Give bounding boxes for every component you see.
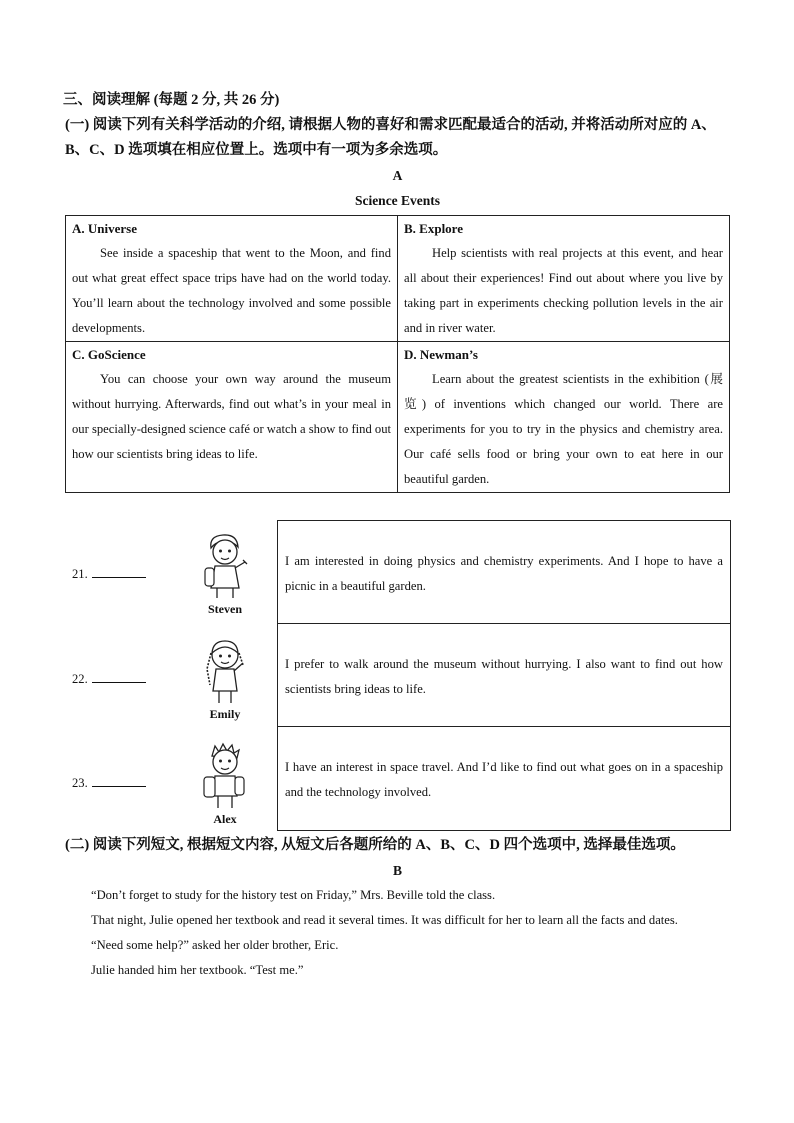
passage-b-label: B xyxy=(392,863,402,878)
event-description: Learn about the greatest scientists in the exhibition (展览) of inventions which changed our world. There are experiments for you to try in the physics and chemistry area. Our café sells food or bring your own to eat here in our beautiful garden. xyxy=(404,372,723,486)
part1-instructions: (一) 阅读下列有关科学活动的介绍, 请根据人物的喜好和需求匹配最适合的活动, 并将活动所对应的 A、B、C、D 选项填在相应位置上。选项中有一项为多余选项。 xyxy=(65,117,716,158)
question-number: 21. xyxy=(72,567,88,581)
avatar-name: Alex xyxy=(213,812,237,826)
passage-paragraph: Julie handed him her textbook. “Test me.” xyxy=(91,963,304,977)
event-cell xyxy=(398,216,730,342)
answer-blank[interactable] xyxy=(92,774,146,787)
part2-instructions: (二) 阅读下列短文, 根据短文内容, 从短文后各题所给的 A、B、C、D 四个选项中, 选择最佳选项。 xyxy=(65,837,685,853)
avatar-emily xyxy=(195,635,255,725)
event-description: See inside a spaceship that went to the Moon, and find out what great effect space trips have had on the world today. You’ll learn about the technology involved and some possible developments. xyxy=(72,246,391,335)
passage-a-label: A xyxy=(392,168,403,183)
question-23 xyxy=(72,774,146,791)
girl-cartoon-icon xyxy=(197,635,253,707)
event-heading: D. Newman’s xyxy=(404,347,478,362)
avatar-name: Emily xyxy=(209,707,241,721)
answer-blank[interactable] xyxy=(92,670,146,683)
avatar-name: Steven xyxy=(208,602,242,616)
passage-paragraph: “Need some help?” asked her older brother, Eric. xyxy=(91,938,339,952)
matching-section xyxy=(65,520,730,833)
boy-cartoon-icon xyxy=(197,530,253,602)
exam-page xyxy=(65,88,730,983)
event-cell xyxy=(398,342,730,493)
passage-a-title: Science Events xyxy=(354,193,441,208)
events-table xyxy=(65,215,730,493)
event-cell xyxy=(66,216,398,342)
avatar-alex xyxy=(195,740,255,830)
passage-paragraph: “Don’t forget to study for the history test on Friday,” Mrs. Beville told the class. xyxy=(91,888,496,902)
statement: I have an interest in space travel. And I’d like to find out what goes on in a spaceship and the technology involved. xyxy=(285,760,723,799)
question-22 xyxy=(72,670,146,687)
question-number: 22. xyxy=(72,672,88,686)
event-description: You can choose your own way around the museum without hurrying. Afterwards, find out what’s in your meal in our specially-designed science café or watch a show to find out how our scientists bring ideas to life. xyxy=(72,372,391,461)
statements-box xyxy=(277,520,731,831)
event-heading: B. Explore xyxy=(404,221,463,236)
passage-paragraph: That night, Julie opened her textbook and read it several times. It was difficult for her to learn all the facts and dates. xyxy=(91,913,678,927)
statement: I prefer to walk around the museum without hurrying. I also want to find out how scientists bring ideas to life. xyxy=(278,624,730,727)
event-heading: C. GoScience xyxy=(72,347,146,362)
avatar-steven xyxy=(195,530,255,620)
event-description: Help scientists with real projects at this event, and hear all about their experiences! Find out about where you live by taking part in experiments checking pollution levels in the air and in river water. xyxy=(404,246,723,335)
event-heading: A. Universe xyxy=(72,221,137,236)
section-title: 三、阅读理解 (每题 2 分, 共 26 分) xyxy=(63,92,280,108)
answer-blank[interactable] xyxy=(92,565,146,578)
event-cell xyxy=(66,342,398,493)
question-21 xyxy=(72,565,146,582)
boy-backpack-cartoon-icon xyxy=(197,740,253,812)
statement: I am interested in doing physics and chemistry experiments. And I hope to have a picnic in a beautiful garden. xyxy=(278,521,730,624)
question-number: 23. xyxy=(72,776,88,790)
